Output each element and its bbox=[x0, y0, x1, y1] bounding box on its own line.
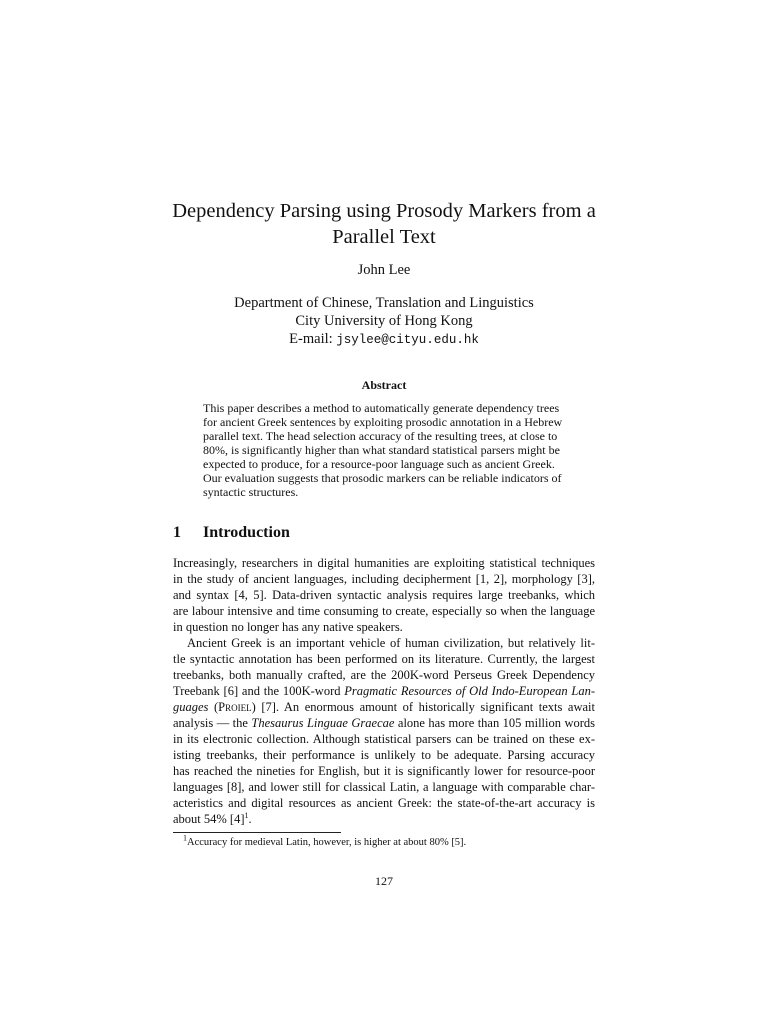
abstract-line: for ancient Greek sentences by exploiting prosodic annotation in a Hebrew bbox=[203, 415, 563, 429]
footnote-reference[interactable]: 1 bbox=[244, 810, 249, 820]
abstract-line: syntactic structures. bbox=[203, 485, 299, 499]
affiliation-department: Department of Chinese, Translation and Linguistics bbox=[234, 295, 534, 311]
body-text-run: ) [7]. An enormous amount of historically significant texts await bbox=[251, 700, 595, 714]
body-line: languages [8], and lower still for classical Latin, a language with comparable char- bbox=[173, 780, 595, 794]
body-line: in question no longer has any native speakers. bbox=[173, 620, 403, 634]
abstract-body bbox=[203, 401, 565, 499]
footnote-text: Accuracy for medieval Latin, however, is higher at about 80% [5]. bbox=[187, 837, 467, 848]
body-text-run: about 54% [4] bbox=[173, 812, 245, 826]
body-text-run: . bbox=[248, 812, 252, 826]
body-text bbox=[173, 555, 595, 827]
affiliation-block bbox=[0, 294, 768, 349]
small-caps-run: Proiel bbox=[218, 700, 252, 714]
body-line: has reached the nineties for English, but it is significantly lower for resource-poor bbox=[173, 764, 595, 778]
body-line: and syntax [4, 5]. Data-driven syntactic analysis requires large treebanks, which bbox=[173, 588, 595, 602]
footnote-divider bbox=[173, 832, 341, 833]
body-line: treebanks, both manually crafted, are the 200K-word Perseus Greek Dependency bbox=[173, 668, 595, 682]
author-name: John Lee bbox=[357, 262, 411, 278]
abstract-line: This paper describes a method to automatically generate dependency trees bbox=[203, 401, 560, 415]
affiliation-email-line bbox=[0, 330, 768, 349]
title-line-2: Parallel Text bbox=[332, 226, 436, 248]
body-text-run: alone has more than 105 million words bbox=[394, 716, 596, 730]
section-heading bbox=[173, 523, 290, 543]
page-number: 127 bbox=[375, 874, 393, 888]
abstract-line: Our evaluation suggests that prosodic markers can be reliable indicators of bbox=[203, 471, 562, 485]
abstract-heading: Abstract bbox=[361, 378, 407, 392]
affiliation-university: City University of Hong Kong bbox=[295, 313, 473, 329]
title-line-1: Dependency Parsing using Prosody Markers from a bbox=[172, 200, 596, 222]
footnote-marker: 1 bbox=[183, 833, 187, 843]
email-address[interactable]: jsylee@cityu.edu.hk bbox=[336, 333, 479, 347]
abstract-line: parallel text. The head selection accuracy of the resulting trees, at close to bbox=[203, 429, 558, 443]
section-title: Introduction bbox=[203, 524, 290, 541]
italic-title-run: Thesaurus Linguae Graecae bbox=[251, 716, 395, 730]
footnote bbox=[183, 833, 467, 849]
body-line: are labour intensive and time consuming to create, especially so when the language bbox=[173, 604, 595, 618]
body-line bbox=[173, 683, 595, 699]
body-line bbox=[173, 811, 595, 827]
abstract-line: expected to produce, for a resource-poor language such as ancient Greek. bbox=[203, 457, 555, 471]
abstract-line: 80%, is significantly higher than what standard statistical parsers might be bbox=[203, 443, 560, 457]
email-label: E-mail: bbox=[289, 331, 333, 347]
body-line: in its electronic collection. Although statistical parsers can be trained on these ex- bbox=[173, 732, 595, 746]
body-line: Increasingly, researchers in digital humanities are exploiting statistical techniques bbox=[173, 556, 595, 570]
body-text-run: analysis — the bbox=[173, 716, 252, 730]
section-number: 1 bbox=[173, 524, 181, 541]
body-line: acteristics and digital resources as ancient Greek: the state-of-the-art accuracy is bbox=[173, 796, 595, 810]
body-text-run: Treebank [6] and the 100K-word bbox=[173, 684, 345, 698]
body-line: tle syntactic annotation has been performed on its literature. Currently, the largest bbox=[173, 652, 595, 666]
italic-title-run: guages bbox=[173, 700, 209, 714]
italic-title-run: Pragmatic Resources of Old Indo-European Lan- bbox=[344, 684, 595, 698]
body-line: Ancient Greek is an important vehicle of human civilization, but relatively lit- bbox=[187, 636, 595, 650]
body-text-run: ( bbox=[208, 700, 219, 714]
body-line bbox=[173, 699, 595, 715]
body-line: in the study of ancient languages, including decipherment [1, 2], morphology [3], bbox=[173, 572, 595, 586]
body-line bbox=[173, 715, 595, 731]
body-line: isting treebanks, their performance is unlikely to be adequate. Parsing accuracy bbox=[173, 748, 595, 762]
paper-title bbox=[120, 198, 648, 250]
